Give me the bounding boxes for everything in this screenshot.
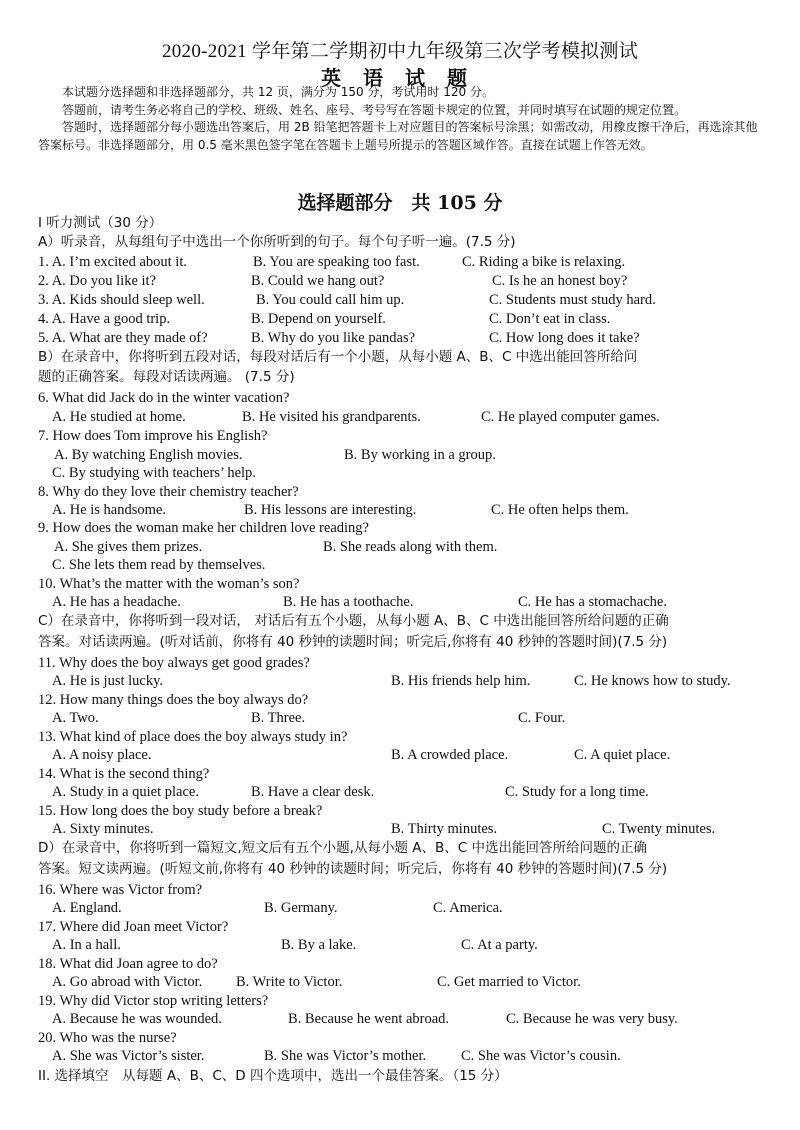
q6-stem: 6. What did Jack do in the winter vacation? [38, 390, 290, 406]
q4-a: 4. A. Have a good trip. [38, 311, 171, 327]
q4-b: B. Depend on yourself. [251, 311, 386, 327]
partB-heading-1: B）在录音中，你将听到五段对话，每段对话后有一个小题，从每小题 A、B、C 中选出能回答所给问 [38, 349, 638, 365]
q9-a: A. She gives them prizes. [54, 539, 203, 555]
q17-b: B. By a lake. [281, 937, 357, 953]
q18-stem: 18. What did Joan agree to do? [38, 956, 218, 972]
partB-heading-2: 题的正确答案。每段对话读两遍。 (7.5 分) [38, 369, 295, 385]
q14-c: C. Study for a long time. [505, 784, 649, 800]
q18-b: B. Write to Victor. [236, 974, 343, 990]
q15-a: A. Sixty minutes. [52, 821, 154, 837]
q6-c: C. He played computer games. [481, 409, 660, 425]
q7-stem: 7. How does Tom improve his English? [38, 428, 268, 444]
q9-c: C. She lets them read by themselves. [52, 557, 266, 573]
q15-stem: 15. How long does the boy study before a break? [38, 803, 323, 819]
partC-heading-1: C）在录音中，你将听到一段对话， 对话后有五个小题，从每小题 A、B、C 中选出能回答所给问题的正确 [38, 613, 669, 629]
q1-c: C. Riding a bike is relaxing. [462, 254, 626, 270]
q16-c: C. America. [433, 900, 503, 916]
q20-stem: 20. Who was the nurse? [38, 1030, 177, 1046]
q11-b: B. His friends help him. [391, 673, 531, 689]
instruction-2: 答题前，请考生务必将自己的学校、班级、姓名、座号、考号写在答题卡规定的位置，并同时填写在试题的规定位置。 [62, 102, 687, 117]
instruction-1: 本试题分选择题和非选择题部分，共 12 页，满分为 150 分，考试用时 120 分。 [62, 85, 494, 99]
q16-stem: 16. Where was Victor from? [38, 882, 203, 898]
q3-c: C. Students must study hard. [489, 292, 656, 308]
q5-b: B. Why do you like pandas? [251, 330, 416, 346]
q5-a: 5. A. What are they made of? [38, 330, 208, 346]
partD-heading-1: D）在录音中，你将听到一篇短文,短文后有五个小题,从每小题 A、B、C 中选出能回答所给问题的正确 [38, 840, 647, 856]
q11-c: C. He knows how to study. [574, 673, 731, 689]
q20-a: A. She was Victor’s sister. [52, 1048, 205, 1064]
q15-b: B. Thirty minutes. [391, 821, 498, 837]
instructions [38, 84, 762, 154]
q10-b: B. He has a toothache. [283, 594, 414, 610]
q17-stem: 17. Where did Joan meet Victor? [38, 919, 229, 935]
q19-stem: 19. Why did Victor stop writing letters? [38, 993, 269, 1009]
partC-heading-2: 答案。对话读两遍。(听对话前，你将有 40 秒钟的读题时间；听完后,你将有 40 秒钟的答题时间)(7.5 分) [38, 634, 668, 650]
partD-heading-2: 答案。短文读两遍。(听短文前,你将有 40 秒钟的读题时间；听完后，你将有 40 秒钟的答题时间)(7.5 分) [38, 861, 668, 877]
q14-b: B. Have a clear desk. [251, 784, 375, 800]
q19-a: A. Because he was wounded. [52, 1011, 222, 1027]
q3-a: 3. A. Kids should sleep well. [38, 292, 205, 308]
q17-c: C. At a party. [461, 937, 538, 953]
partA-heading: A）听录音，从每组句子中选出一个你所听到的句子。每个句子听一遍。(7.5 分) [38, 234, 516, 250]
q12-a: A. Two. [52, 710, 99, 726]
q9-b: B. She reads along with them. [323, 539, 498, 555]
exam-title: 2020-2021 学年第二学期初中九年级第三次学考模拟测试 [161, 41, 639, 62]
q8-stem: 8. Why do they love their chemistry teacher? [38, 484, 299, 500]
q20-b: B. She was Victor’s mother. [264, 1048, 427, 1064]
q7-a: A. By watching English movies. [54, 447, 243, 463]
q5-c: C. How long does it take? [489, 330, 640, 346]
q20-c: C. She was Victor’s cousin. [461, 1048, 621, 1064]
q12-stem: 12. How many things does the boy always do? [38, 692, 309, 708]
q16-a: A. England. [52, 900, 122, 916]
q10-stem: 10. What’s the matter with the woman’s son? [38, 576, 300, 592]
q8-c: C. He often helps them. [491, 502, 629, 518]
q1-b: B. You are speaking too fast. [253, 254, 420, 270]
q2-c: C. Is he an honest boy? [492, 273, 628, 289]
q14-stem: 14. What is the second thing? [38, 766, 210, 782]
q9-stem: 9. How does the woman make her children love reading? [38, 520, 369, 536]
instruction-3: 答题时，选择题部分每小题选出答案后，用 2B 铅笔把答题卡上对应题目的答案标号涂黑；如需改动，用橡皮擦干净后，再选涂其他答案标号。非选择题部分，用 0.5 毫米黑色签字笔在答题卡上题号所提示的答题区域作答。直接在试题上作答无效。 [38, 120, 758, 152]
q7-c: C. By studying with teachers’ help. [52, 465, 256, 481]
q14-a: A. Study in a quiet place. [52, 784, 199, 800]
q16-b: B. Germany. [264, 900, 338, 916]
q17-a: A. In a hall. [52, 937, 121, 953]
q7-b: B. By working in a group. [344, 447, 496, 463]
q19-b: B. Because he went abroad. [288, 1011, 450, 1027]
q18-c: C. Get married to Victor. [437, 974, 581, 990]
q13-stem: 13. What kind of place does the boy always study in? [38, 729, 348, 745]
q12-b: B. Three. [251, 710, 306, 726]
subject-title: 英语试题 [321, 66, 489, 90]
q13-b: B. A crowded place. [391, 747, 509, 763]
q11-stem: 11. Why does the boy always get good grades? [38, 655, 310, 671]
section-title: 选择题部分 共 105 分 [297, 192, 503, 214]
q13-a: A. A noisy place. [52, 747, 152, 763]
q19-c: C. Because he was very busy. [506, 1011, 678, 1027]
q6-a: A. He studied at home. [52, 409, 186, 425]
q10-c: C. He has a stomachache. [518, 594, 667, 610]
part2-heading: II. 选择填空 从每题 A、B、C、D 四个选项中，选出一个最佳答案。（15 分） [38, 1068, 508, 1084]
q18-a: A. Go abroad with Victor. [52, 974, 203, 990]
q15-c: C. Twenty minutes. [602, 821, 716, 837]
q4-c: C. Don’t eat in class. [489, 311, 611, 327]
q8-a: A. He is handsome. [52, 502, 166, 518]
q10-a: A. He has a headache. [52, 594, 181, 610]
q2-b: B. Could we hang out? [251, 273, 385, 289]
part1-heading: I 听力测试（30 分） [38, 215, 163, 231]
q11-a: A. He is just lucky. [52, 673, 164, 689]
q1-a: 1. A. I’m excited about it. [38, 254, 187, 270]
q6-b: B. He visited his grandparents. [242, 409, 421, 425]
q8-b: B. His lessons are interesting. [244, 502, 417, 518]
q12-c: C. Four. [518, 710, 566, 726]
q2-a: 2. A. Do you like it? [38, 273, 157, 289]
q3-b: B. You could call him up. [256, 292, 405, 308]
q13-c: C. A quiet place. [574, 747, 671, 763]
